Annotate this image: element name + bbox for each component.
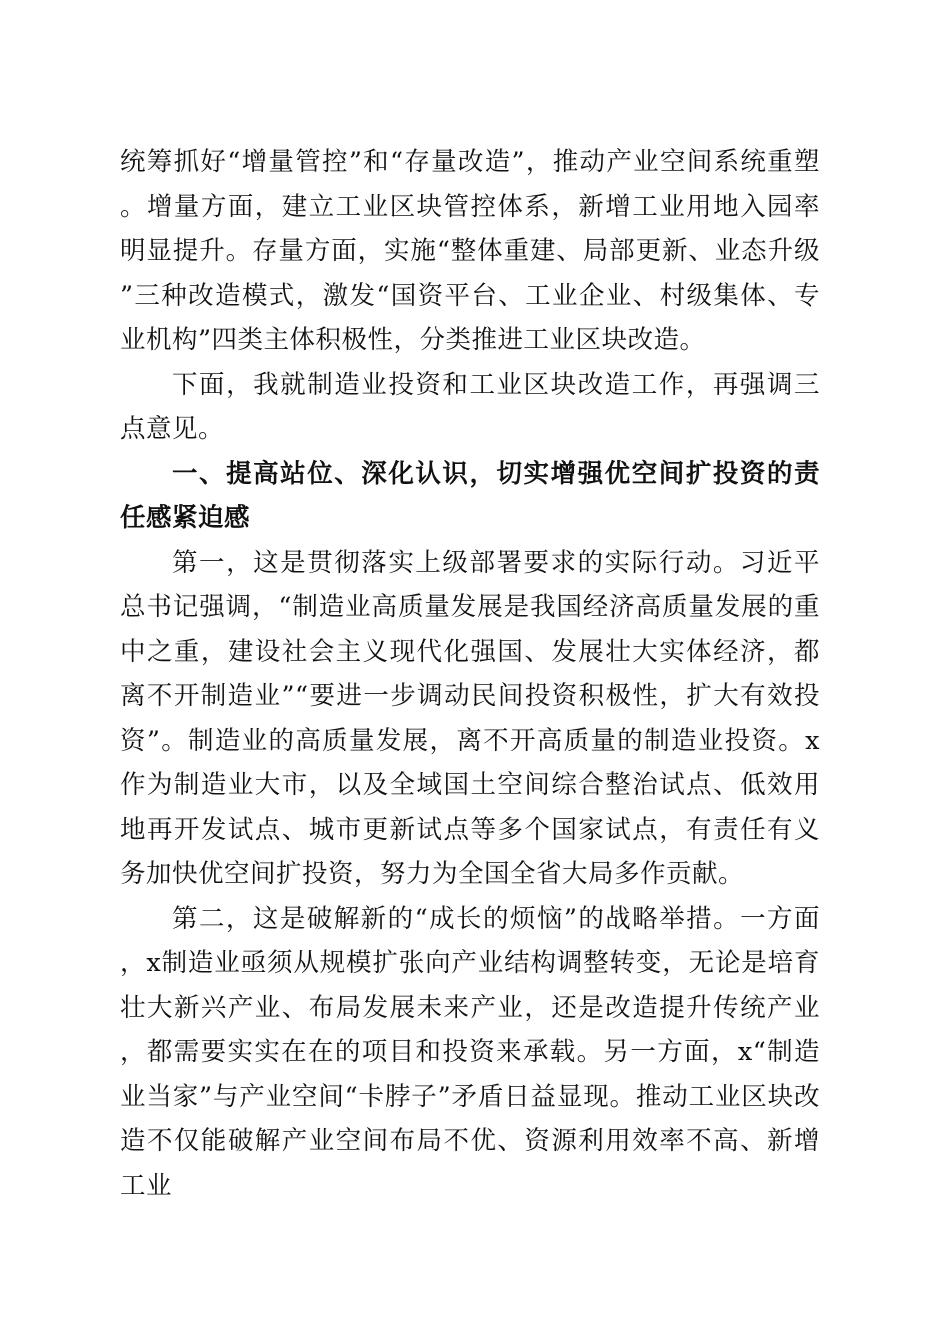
section-heading: 一、提高站位、深化认识，切实增强优空间扩投资的责任感紧迫感 [120, 458, 820, 533]
paragraph-intro: 下面，我就制造业投资和工业区块改造工作，再强调三点意见。 [120, 369, 820, 444]
document-body [120, 140, 820, 1208]
paragraph-continuation: 统筹抓好“增量管控”和“存量改造”，推动产业空间系统重塑。增量方面，建立工业区块管控体系，新增工业用地入园率明显提升。存量方面，实施“整体重建、局部更新、业态升级”三种改造模式，激发“国资平台、工业企业、村级集体、专业机构”四类主体积极性，分类推进工业区块改造。 [120, 147, 820, 355]
paragraph-second-point: 第二，这是破解新的“成长的烦恼”的战略举措。一方面，x制造业亟须从规模扩张向产业结构调整转变，无论是培育壮大新兴产业、布局发展未来产业，还是改造提升传统产业，都需要实实在在的项目和投资来承载。另一方面，x“制造业当家”与产业空间“卡脖子”矛盾日益显现。推动工业区块改造不仅能破解产业空间布局不优、资源利用效率不高、新增工业 [120, 903, 820, 1201]
paragraph-first-point: 第一，这是贯彻落实上级部署要求的实际行动。习近平总书记强调，“制造业高质量发展是我国经济高质量发展的重中之重，建设社会主义现代化强国、发展壮大实体经济，都离不开制造业”“要进一步调动民间投资积极性，扩大有效投资”。制造业的高质量发展，离不开高质量的制造业投资。x作为制造业大市，以及全域国土空间综合整治试点、低效用地再开发试点、城市更新试点等多个国家试点，有责任有义务加快优空间扩投资，努力为全国全省大局多作贡献。 [120, 547, 820, 889]
